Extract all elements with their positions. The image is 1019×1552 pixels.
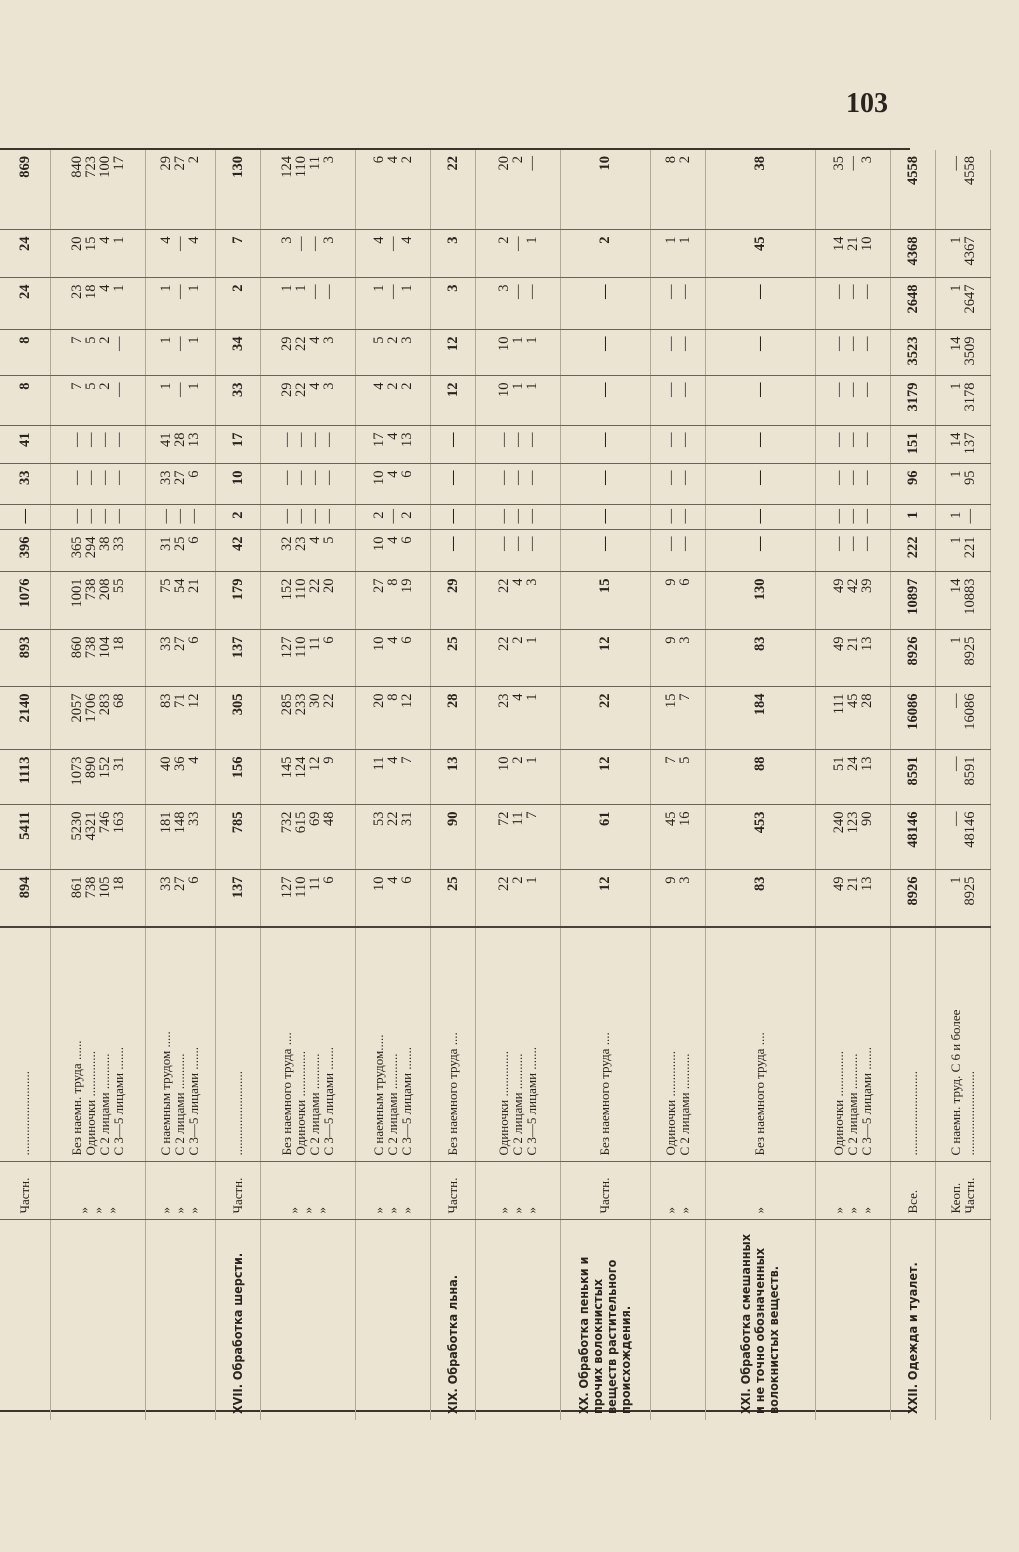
value-cell: — — [430, 426, 475, 464]
value-cell: — — [560, 376, 650, 426]
value-cell: 1 8925 — [935, 870, 990, 927]
value-cell: 2 — [215, 278, 260, 330]
value-cell: — — — — [815, 530, 890, 572]
value-cell: 38 — [705, 150, 815, 230]
value-cell: — — — — — [50, 505, 145, 530]
value-cell: 179 — [215, 572, 260, 630]
value-cell: 34 — [215, 330, 260, 376]
value-cell: 29 — [430, 572, 475, 630]
table-row — [560, 150, 650, 1420]
value-cell: 860 738 104 18 — [50, 630, 145, 687]
value-cell: 72 11 7 — [475, 805, 560, 870]
value-cell: 33 — [215, 376, 260, 426]
value-cell: 83 — [705, 630, 815, 687]
value-cell: 1 — 1 — [145, 330, 215, 376]
value-cell: 2057 1706 283 68 — [50, 687, 145, 750]
category-cell — [260, 1220, 355, 1420]
value-cell: 3179 — [890, 376, 935, 426]
value-cell: 893 — [0, 630, 50, 687]
value-cell: 27 8 19 — [355, 572, 430, 630]
value-cell: — — — — [145, 505, 215, 530]
value-cell: 11 4 7 — [355, 750, 430, 805]
value-cell: 20 8 12 — [355, 687, 430, 750]
value-cell: 7 — [215, 230, 260, 278]
value-cell: — — — — — [260, 464, 355, 505]
value-cell: 14 21 10 — [815, 230, 890, 278]
value-cell: — — — — [815, 376, 890, 426]
table-row — [935, 150, 990, 1420]
value-cell: 41 28 13 — [145, 426, 215, 464]
value-cell: 7 5 2 — — [50, 376, 145, 426]
table-row — [430, 150, 475, 1420]
value-cell: 25 — [430, 630, 475, 687]
value-cell: — — — [650, 426, 705, 464]
value-cell: 41 — [0, 426, 50, 464]
value-cell: 45 16 — [650, 805, 705, 870]
row-label-cell: Без наемного труда .... Одиночки .............. С 2 лицами ........... С 3—5 лицами ....... — [260, 927, 355, 1162]
value-cell: — — — [650, 464, 705, 505]
category-cell — [815, 1220, 890, 1420]
value-cell: — — — — [815, 464, 890, 505]
value-cell: 305 — [215, 687, 260, 750]
value-cell: 2140 — [0, 687, 50, 750]
row-label-cell: Без наемн. труда ...... Одиночки .............. С 2 лицами ........... С 3—5 лицами ....... — [50, 927, 145, 1162]
value-cell: 45 — [705, 230, 815, 278]
value-cell: 15 7 — [650, 687, 705, 750]
ownership-cell: » » — [650, 1162, 705, 1220]
value-cell: 124 110 11 3 — [260, 150, 355, 230]
value-cell: — — [705, 376, 815, 426]
value-cell: 33 27 6 — [145, 870, 215, 927]
value-cell: 90 — [430, 805, 475, 870]
value-cell: — — [560, 505, 650, 530]
value-cell: 1 8925 — [935, 630, 990, 687]
value-cell: — — [430, 464, 475, 505]
value-cell: 29 27 2 — [145, 150, 215, 230]
value-cell: 1 — — [935, 505, 990, 530]
category-cell: XVII. Обработка шерсти. — [229, 1252, 245, 1414]
value-cell: 2 — 2 — [355, 505, 430, 530]
ownership-cell: » » » — [355, 1162, 430, 1220]
value-cell: — — [560, 426, 650, 464]
value-cell: 16086 — [890, 687, 935, 750]
value-cell: 137 — [215, 630, 260, 687]
value-cell: 184 — [705, 687, 815, 750]
value-cell: — — — [650, 505, 705, 530]
value-cell: — 8591 — [935, 750, 990, 805]
value-cell: — — [705, 464, 815, 505]
value-cell: 840 723 100 17 — [50, 150, 145, 230]
value-cell: 861 738 105 18 — [50, 870, 145, 927]
value-cell: 20 15 4 1 — [50, 230, 145, 278]
value-cell: 32 23 4 5 — [260, 530, 355, 572]
value-cell: 5230 4321 746 163 — [50, 805, 145, 870]
table-body — [0, 150, 990, 1420]
value-cell: — — [560, 278, 650, 330]
value-cell: — — — [650, 530, 705, 572]
value-cell: 8 — [0, 330, 50, 376]
row-label-cell: С наемн. труд. С 6 и более .......................... — [935, 927, 990, 1162]
ownership-cell: » » » — [475, 1162, 560, 1220]
value-cell: — — — [650, 330, 705, 376]
value-cell: 12 — [560, 750, 650, 805]
value-cell: 12 — [430, 330, 475, 376]
value-cell: 23 4 1 — [475, 687, 560, 750]
table-row — [215, 150, 260, 1420]
value-cell: 40 36 4 — [145, 750, 215, 805]
value-cell: 1 3178 — [935, 376, 990, 426]
category-cell — [50, 1220, 145, 1420]
value-cell: 2 — [560, 230, 650, 278]
row-label-cell: .......................... — [890, 927, 935, 1162]
value-cell: 33 — [0, 464, 50, 505]
value-cell: 14 10883 — [935, 572, 990, 630]
value-cell: 88 — [705, 750, 815, 805]
value-cell: 22 — [430, 150, 475, 230]
value-cell: — — [705, 530, 815, 572]
category-cell — [145, 1220, 215, 1420]
row-label-cell: Одиночки .............. С 2 лицами ........... С 3—5 лицами ....... — [475, 927, 560, 1162]
value-cell: 1113 — [0, 750, 50, 805]
value-cell: 8926 — [890, 870, 935, 927]
value-cell: 130 — [705, 572, 815, 630]
value-cell: 111 45 28 — [815, 687, 890, 750]
value-cell: 12 — [560, 630, 650, 687]
value-cell: 1001 738 208 55 — [50, 572, 145, 630]
category-cell: XXII. Одежда и туалет. — [904, 1262, 920, 1414]
value-cell: 15 — [560, 572, 650, 630]
value-cell: — — — — [475, 426, 560, 464]
value-cell: 10 1 1 — [475, 330, 560, 376]
row-label-cell: .......................... — [0, 927, 50, 1162]
value-cell: 10 — [560, 150, 650, 230]
value-cell: 145 124 12 9 — [260, 750, 355, 805]
value-cell: 1 — 1 — [145, 278, 215, 330]
value-cell: 12 — [430, 376, 475, 426]
value-cell: 4368 — [890, 230, 935, 278]
value-cell: 130 — [215, 150, 260, 230]
value-cell: 53 22 31 — [355, 805, 430, 870]
value-cell: 152 110 22 20 — [260, 572, 355, 630]
value-cell: 8 — [0, 376, 50, 426]
value-cell: 10 — [215, 464, 260, 505]
value-cell: 10 4 6 — [355, 464, 430, 505]
table-row — [0, 150, 50, 1420]
value-cell: 49 42 39 — [815, 572, 890, 630]
value-cell: 75 54 21 — [145, 572, 215, 630]
value-cell: 3 — — 3 — [260, 230, 355, 278]
ownership-cell: Частн. — [560, 1162, 650, 1220]
category-cell: XX. Обработка пеньки и прочих волокнистых веществ растительного происхождения. — [576, 1256, 633, 1414]
value-cell: 127 110 11 6 — [260, 870, 355, 927]
statistical-table-rotated — [0, 150, 978, 1420]
value-cell: 96 — [890, 464, 935, 505]
value-cell: 8926 — [890, 630, 935, 687]
value-cell: 10 4 6 — [355, 870, 430, 927]
value-cell: 10 1 1 — [475, 376, 560, 426]
ownership-cell: » » » — [145, 1162, 215, 1220]
value-cell: 13 — [430, 750, 475, 805]
value-cell: — — — [650, 376, 705, 426]
value-cell: — — — [650, 278, 705, 330]
table-row — [145, 150, 215, 1420]
value-cell: 10 4 6 — [355, 630, 430, 687]
value-cell: 1 95 — [935, 464, 990, 505]
value-cell: 33 27 6 — [145, 464, 215, 505]
value-cell: 1 — 1 — [355, 278, 430, 330]
value-cell: — — — — [815, 330, 890, 376]
value-cell: 453 — [705, 805, 815, 870]
value-cell: 222 — [890, 530, 935, 572]
value-cell: 22 4 3 — [475, 572, 560, 630]
value-cell: 137 — [215, 870, 260, 927]
value-cell: 732 615 69 48 — [260, 805, 355, 870]
category-cell: XIX. Обработка льна. — [444, 1275, 460, 1414]
value-cell: 8591 — [890, 750, 935, 805]
table-row — [650, 150, 705, 1420]
value-cell: — — — — [475, 505, 560, 530]
value-cell: 3 — — — [475, 278, 560, 330]
value-cell: 28 — [430, 687, 475, 750]
value-cell: 17 4 13 — [355, 426, 430, 464]
value-cell: — — — — [815, 505, 890, 530]
value-cell: — — — — [815, 278, 890, 330]
value-cell: 49 21 13 — [815, 870, 890, 927]
ownership-cell: Частн. — [0, 1162, 50, 1220]
value-cell: 12 — [560, 870, 650, 927]
row-label-cell: Без наемного труда .... — [705, 927, 815, 1162]
value-cell: — — [0, 505, 50, 530]
value-cell: 20 2 — — [475, 150, 560, 230]
ownership-cell: » — [705, 1162, 815, 1220]
value-cell: 23 18 4 1 — [50, 278, 145, 330]
value-cell: 4 — 4 — [355, 230, 430, 278]
row-label-cell: Одиночки .............. С 2 лицами ........... С 3—5 лицами ....... — [815, 927, 890, 1162]
value-cell: 127 110 11 6 — [260, 630, 355, 687]
value-cell: 7 5 — [650, 750, 705, 805]
value-cell: — 48146 — [935, 805, 990, 870]
value-cell: — — [430, 505, 475, 530]
row-label-cell: С наемным трудом..... С 2 лицами ........... С 3—5 лицами ....... — [355, 927, 430, 1162]
table-row — [50, 150, 145, 1420]
value-cell: 35 — 3 — [815, 150, 890, 230]
value-cell: 4558 — [890, 150, 935, 230]
value-cell: 5411 — [0, 805, 50, 870]
value-cell: 42 — [215, 530, 260, 572]
value-cell: 8 2 — [650, 150, 705, 230]
table-row — [355, 150, 430, 1420]
value-cell: — — — — [475, 530, 560, 572]
value-cell: 29 22 4 3 — [260, 376, 355, 426]
value-cell: 9 3 — [650, 630, 705, 687]
category-cell — [0, 1220, 50, 1420]
value-cell: 33 27 6 — [145, 630, 215, 687]
value-cell: 785 — [215, 805, 260, 870]
ownership-cell: » » » — [50, 1162, 145, 1220]
value-cell: 894 — [0, 870, 50, 927]
value-cell: 1 1 — [650, 230, 705, 278]
value-cell: 17 — [215, 426, 260, 464]
value-cell: 2648 — [890, 278, 935, 330]
value-cell: 22 2 1 — [475, 870, 560, 927]
value-cell: 24 — [0, 230, 50, 278]
value-cell: 83 — [705, 870, 815, 927]
value-cell: 181 148 33 — [145, 805, 215, 870]
statistical-table — [0, 150, 991, 1420]
ownership-cell: Частн. — [430, 1162, 475, 1220]
value-cell: 10897 — [890, 572, 935, 630]
value-cell: 1076 — [0, 572, 50, 630]
value-cell: 3 — [430, 278, 475, 330]
value-cell: — 16086 — [935, 687, 990, 750]
value-cell: 9 3 — [650, 870, 705, 927]
ownership-cell: Частн. — [215, 1162, 260, 1220]
value-cell: 151 — [890, 426, 935, 464]
table-row — [815, 150, 890, 1420]
table-row — [705, 150, 815, 1420]
value-cell: 1 221 — [935, 530, 990, 572]
value-cell: — — [705, 426, 815, 464]
value-cell: — — [560, 530, 650, 572]
row-label-cell: .......................... — [215, 927, 260, 1162]
value-cell: 10 2 1 — [475, 750, 560, 805]
value-cell: 240 123 90 — [815, 805, 890, 870]
value-cell: 1 — [890, 505, 935, 530]
ownership-cell: Кеоп. Частн. — [935, 1162, 990, 1220]
value-cell: 24 — [0, 278, 50, 330]
value-cell: 285 233 30 22 — [260, 687, 355, 750]
value-cell: — — [705, 278, 815, 330]
value-cell: 31 25 6 — [145, 530, 215, 572]
value-cell: — — — — [815, 426, 890, 464]
category-cell — [475, 1220, 560, 1420]
row-label-cell: Одиночки .............. С 2 лицами ........... — [650, 927, 705, 1162]
value-cell: — — [560, 464, 650, 505]
value-cell: 51 24 13 — [815, 750, 890, 805]
value-cell: 869 — [0, 150, 50, 230]
value-cell: — — [705, 505, 815, 530]
value-cell: 14 3509 — [935, 330, 990, 376]
value-cell: 4 2 2 — [355, 376, 430, 426]
value-cell: 1073 890 152 31 — [50, 750, 145, 805]
ownership-cell: » » » — [815, 1162, 890, 1220]
value-cell: 61 — [560, 805, 650, 870]
value-cell: — 4558 — [935, 150, 990, 230]
value-cell: 25 — [430, 870, 475, 927]
value-cell: — — [705, 330, 815, 376]
table-row — [475, 150, 560, 1420]
value-cell: 22 — [560, 687, 650, 750]
value-cell: 156 — [215, 750, 260, 805]
value-cell: 1 — 1 — [145, 376, 215, 426]
ownership-cell: » » » — [260, 1162, 355, 1220]
row-label-cell: Без наемного труда .... — [430, 927, 475, 1162]
table-row — [890, 150, 935, 1420]
value-cell: 6 4 2 — [355, 150, 430, 230]
value-cell: 49 21 13 — [815, 630, 890, 687]
category-cell — [935, 1220, 990, 1420]
value-cell: 9 6 — [650, 572, 705, 630]
value-cell: 14 137 — [935, 426, 990, 464]
value-cell: — — — — — [50, 464, 145, 505]
page-number: 103 — [846, 88, 888, 119]
value-cell: 1 2647 — [935, 278, 990, 330]
value-cell: 4 — 4 — [145, 230, 215, 278]
value-cell: — — — — — [260, 505, 355, 530]
table-row — [260, 150, 355, 1420]
value-cell: — — — — — [50, 426, 145, 464]
value-cell: 1 4367 — [935, 230, 990, 278]
value-cell: 396 — [0, 530, 50, 572]
value-cell: — — — — [475, 464, 560, 505]
value-cell: — — [430, 530, 475, 572]
category-cell — [355, 1220, 430, 1420]
value-cell: 29 22 4 3 — [260, 330, 355, 376]
value-cell: 2 — [215, 505, 260, 530]
value-cell: 2 — 1 — [475, 230, 560, 278]
row-label-cell: С наемным трудом ..... С 2 лицами ........... С 3—5 лицами ....... — [145, 927, 215, 1162]
value-cell: 5 2 3 — [355, 330, 430, 376]
value-cell: 22 2 1 — [475, 630, 560, 687]
category-cell: XXI. Обработка смешанных и не точно обозначенных волокнистых веществ. — [738, 1234, 781, 1414]
value-cell: — — — — — [260, 426, 355, 464]
value-cell: 1 1 — — — [260, 278, 355, 330]
value-cell: 48146 — [890, 805, 935, 870]
value-cell: 365 294 38 33 — [50, 530, 145, 572]
value-cell: — — [560, 330, 650, 376]
value-cell: 7 5 2 — — [50, 330, 145, 376]
value-cell: 3 — [430, 230, 475, 278]
ownership-cell: Все. — [890, 1162, 935, 1220]
value-cell: 83 71 12 — [145, 687, 215, 750]
value-cell: 3523 — [890, 330, 935, 376]
value-cell: 10 4 6 — [355, 530, 430, 572]
row-label-cell: Без наемного труда .... — [560, 927, 650, 1162]
category-cell — [650, 1220, 705, 1420]
